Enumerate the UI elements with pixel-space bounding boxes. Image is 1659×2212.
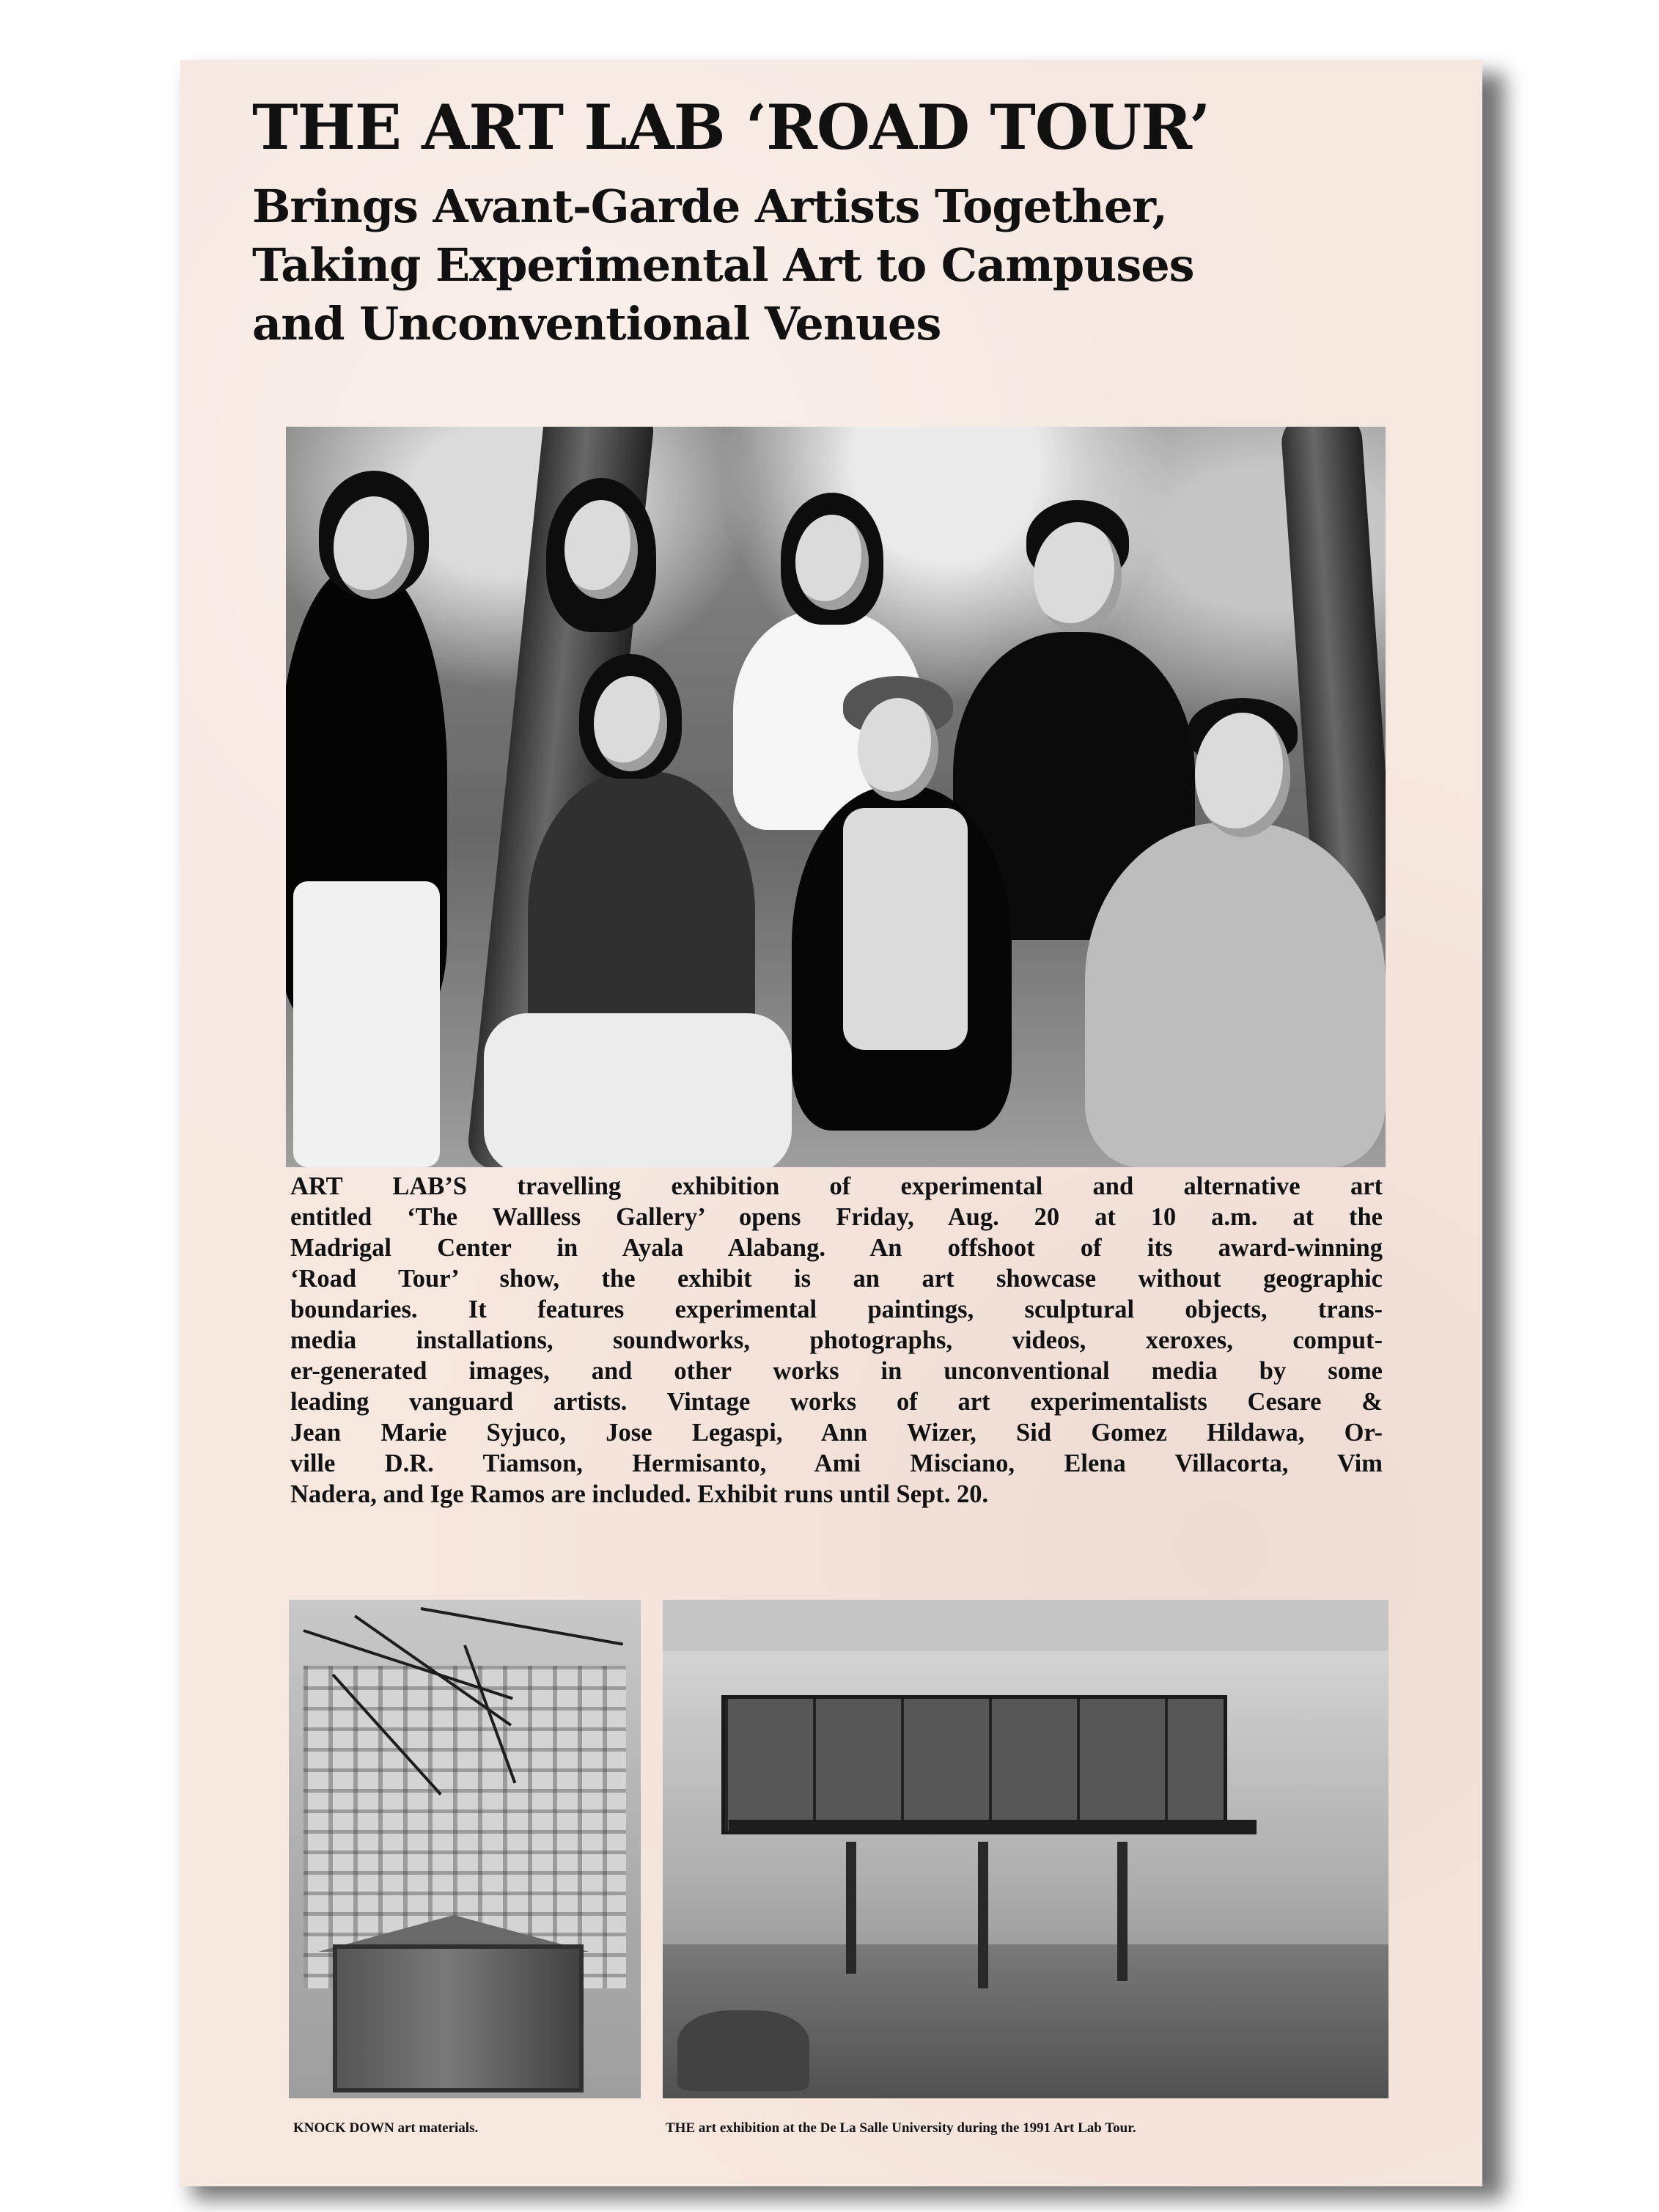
main-photo-caption [290, 1171, 1383, 1510]
caption-line: Madrigal Center in Ayala Alabang. An offshoot of its award-winning [290, 1234, 1383, 1262]
caption-line: boundaries. It features experimental paintings, sculptural objects, trans- [290, 1296, 1383, 1323]
right-photo-caption: THE art exhibition at the De La Salle University during the 1991 Art Lab Tour. [666, 2120, 1136, 2136]
newspaper-clipping [180, 60, 1482, 2186]
caption-line: ‘Road Tour’ show, the exhibit is an art showcase without geographic [290, 1265, 1383, 1293]
caption-line: Nadera, and Ige Ramos are included. Exhibit runs until Sept. 20. [290, 1480, 989, 1508]
headline: THE ART LAB ‘ROAD TOUR’ [252, 91, 1210, 163]
subheadline-line: Brings Avant-Garde Artists Together, [252, 180, 1168, 233]
left-photo-caption: KNOCK DOWN art materials. [293, 2120, 479, 2136]
caption-line: ART LAB’S travelling exhibition of experimental and alternative art [290, 1172, 1383, 1200]
knock-down-photo [289, 1600, 641, 2098]
caption-line: leading vanguard artists. Vintage works of art experimentalists Cesare & [290, 1388, 1383, 1416]
caption-line: Jean Marie Syjuco, Jose Legaspi, Ann Wizer, Sid Gomez Hildawa, Or- [290, 1419, 1383, 1447]
subheadline [252, 177, 1454, 353]
caption-line: entitled ‘The Wallless Gallery’ opens Friday, Aug. 20 at 10 a.m. at the [290, 1203, 1383, 1231]
exhibition-photo [663, 1600, 1388, 2098]
caption-line: er-generated images, and other works in unconventional media by some [290, 1357, 1383, 1385]
subheadline-line: Taking Experimental Art to Campuses [252, 238, 1194, 292]
caption-line: ville D.R. Tiamson, Hermisanto, Ami Misciano, Elena Villacorta, Vim [290, 1449, 1383, 1477]
subheadline-line: and Unconventional Venues [252, 297, 941, 350]
caption-line: media installations, soundworks, photographs, videos, xeroxes, comput- [290, 1326, 1383, 1354]
group-photo [286, 427, 1386, 1167]
